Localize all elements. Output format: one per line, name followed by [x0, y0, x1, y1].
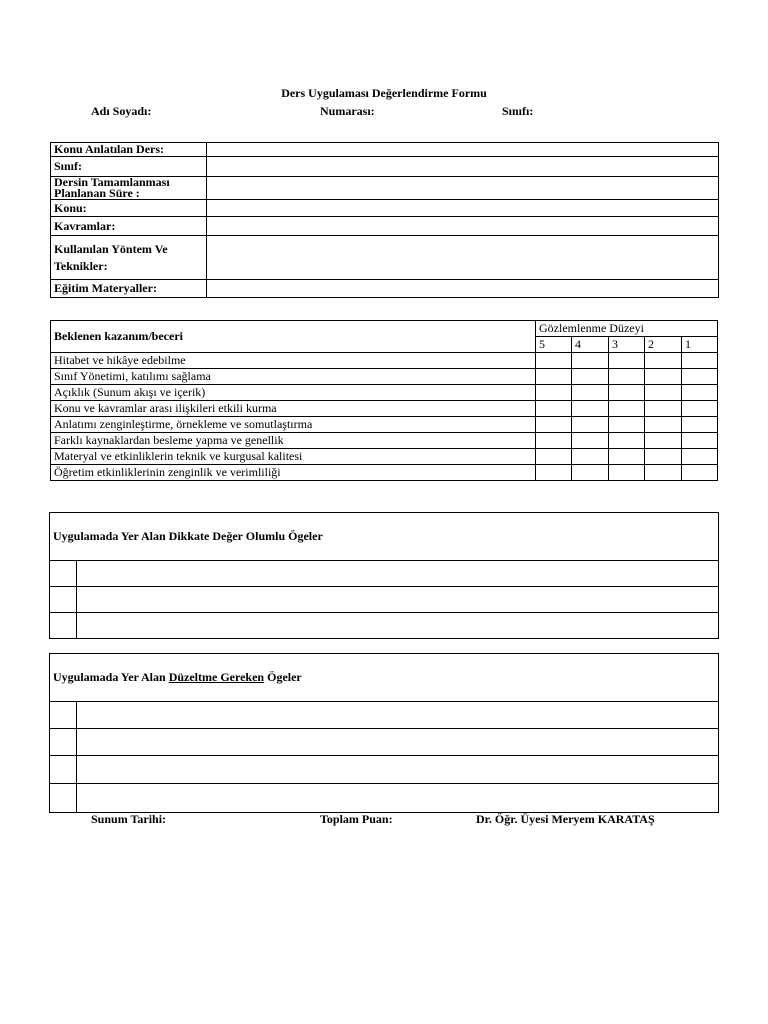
score-cell[interactable]: [536, 353, 572, 369]
info-value-field[interactable]: [207, 143, 719, 157]
table-row: [51, 417, 718, 433]
duration-label-line1: Dersin Tamamlanması: [54, 176, 170, 189]
score-cell[interactable]: [682, 385, 718, 401]
info-label-subject-course: Konu Anlatılan Ders:: [51, 143, 207, 157]
skills-header-label: Beklenen kazanım/beceri: [51, 321, 536, 353]
number-label: Numarası:: [320, 104, 375, 118]
instructor-signature: Dr. Öğr. Üyesi Meryem KARATAŞ: [476, 812, 655, 826]
total-score-label: Toplam Puan:: [320, 812, 393, 826]
info-value-field[interactable]: [207, 200, 719, 217]
skill-item-label: Öğretim etkinliklerinin zenginlik ve verimliliği: [51, 465, 536, 481]
info-label-materials: Eğitim Materyaller:: [51, 280, 207, 298]
score-cell[interactable]: [645, 353, 682, 369]
skill-item-label: Konu ve kavramlar arası ilişkileri etkili kurma: [51, 401, 536, 417]
item-number-cell: [50, 613, 77, 638]
item-number-cell: [50, 587, 77, 613]
methods-label-line2: Teknikler:: [54, 258, 108, 273]
item-number-cell: [50, 784, 77, 812]
score-cell[interactable]: [609, 417, 645, 433]
score-cell[interactable]: [645, 369, 682, 385]
presentation-date-label: Sunum Tarihi:: [91, 812, 167, 826]
skill-item-label: Sınıf Yönetimi, katılımı sağlama: [51, 369, 536, 385]
info-value-field[interactable]: [207, 236, 719, 280]
score-cell[interactable]: [682, 417, 718, 433]
score-cell[interactable]: [536, 433, 572, 449]
table-row: [51, 177, 719, 200]
score-cell[interactable]: [645, 417, 682, 433]
score-cell[interactable]: [682, 449, 718, 465]
score-cell[interactable]: [609, 353, 645, 369]
info-label-planned-duration: [51, 177, 207, 200]
list-item[interactable]: [50, 701, 718, 729]
info-label-class: Sınıf:: [51, 157, 207, 177]
info-value-field[interactable]: [207, 177, 719, 200]
table-row: [51, 465, 718, 481]
list-item[interactable]: [50, 755, 718, 784]
positive-items-box: [49, 512, 719, 639]
table-row: [51, 401, 718, 417]
score-cell[interactable]: [645, 433, 682, 449]
course-info-table: [50, 142, 719, 298]
score-cell[interactable]: [536, 385, 572, 401]
table-row: [51, 236, 719, 280]
score-cell[interactable]: [609, 369, 645, 385]
score-cell[interactable]: [572, 369, 609, 385]
scale-level-5: 5: [536, 337, 572, 353]
info-value-field[interactable]: [207, 280, 719, 298]
score-cell[interactable]: [682, 433, 718, 449]
score-cell[interactable]: [682, 465, 718, 481]
table-row: [51, 280, 719, 298]
positive-items-title: [50, 513, 718, 561]
correction-title-suffix: Ögeler: [264, 670, 302, 684]
score-cell[interactable]: [609, 433, 645, 449]
positive-items-title-text: Uygulamada Yer Alan Dikkate Değer Olumlu Ögeler: [53, 529, 323, 543]
skill-item-label: Hitabet ve hikâye edebilme: [51, 353, 536, 369]
score-cell[interactable]: [682, 353, 718, 369]
score-cell[interactable]: [609, 401, 645, 417]
list-item[interactable]: [50, 612, 718, 638]
score-cell[interactable]: [645, 449, 682, 465]
table-row: [51, 433, 718, 449]
correction-items-title: [50, 654, 718, 702]
score-cell[interactable]: [572, 465, 609, 481]
score-cell[interactable]: [645, 401, 682, 417]
info-value-field[interactable]: [207, 157, 719, 177]
skill-item-label: Materyal ve etkinliklerin teknik ve kurgusal kalitesi: [51, 449, 536, 465]
table-row: [51, 157, 719, 177]
list-item[interactable]: [50, 783, 718, 812]
score-cell[interactable]: [536, 369, 572, 385]
score-cell[interactable]: [536, 449, 572, 465]
table-row: [51, 353, 718, 369]
scale-level-4: 4: [572, 337, 609, 353]
info-value-field[interactable]: [207, 217, 719, 236]
skill-item-label: Anlatımı zenginleştirme, örnekleme ve somutlaştırma: [51, 417, 536, 433]
score-cell[interactable]: [536, 417, 572, 433]
score-cell[interactable]: [572, 433, 609, 449]
table-row: [51, 385, 718, 401]
info-label-topic: Konu:: [51, 200, 207, 217]
skill-item-label: Açıklık (Sunum akışı ve içerik): [51, 385, 536, 401]
score-cell[interactable]: [609, 465, 645, 481]
score-cell[interactable]: [572, 385, 609, 401]
table-row: [51, 449, 718, 465]
score-cell[interactable]: [682, 401, 718, 417]
correction-title-prefix: Uygulamada Yer Alan: [53, 670, 169, 684]
item-number-cell: [50, 702, 77, 729]
score-cell[interactable]: [572, 417, 609, 433]
table-header-row: [51, 321, 718, 337]
correction-title-underlined: Düzeltme Gereken: [168, 670, 265, 684]
score-cell[interactable]: [572, 401, 609, 417]
score-cell[interactable]: [572, 353, 609, 369]
table-row: [51, 369, 718, 385]
class-label: Sınıfı:: [502, 104, 534, 118]
skill-item-label: Farklı kaynaklardan besleme yapma ve genellik: [51, 433, 536, 449]
info-label-methods: [51, 236, 207, 280]
item-number-cell: [50, 729, 77, 756]
list-item[interactable]: [50, 560, 718, 587]
score-cell[interactable]: [572, 449, 609, 465]
item-number-cell: [50, 561, 77, 587]
duration-label-line2: Planlanan Süre :: [54, 186, 140, 200]
scale-level-3: 3: [609, 337, 645, 353]
form-title: Ders Uygulaması Değerlendirme Formu: [281, 86, 487, 100]
score-cell[interactable]: [645, 385, 682, 401]
list-item[interactable]: [50, 586, 718, 613]
score-cell[interactable]: [645, 465, 682, 481]
scale-title: Gözlemlenme Düzeyi: [536, 321, 718, 337]
correction-items-box: [49, 653, 719, 813]
name-label: Adı Soyadı:: [91, 104, 152, 118]
methods-label-line1: Kullanılan Yöntem Ve: [54, 241, 168, 256]
score-cell[interactable]: [536, 401, 572, 417]
info-label-concepts: Kavramlar:: [51, 217, 207, 236]
list-item[interactable]: [50, 728, 718, 756]
scale-level-1: 1: [682, 337, 718, 353]
skills-evaluation-table: [50, 320, 718, 481]
table-row: [51, 217, 719, 236]
score-cell[interactable]: [682, 369, 718, 385]
scale-level-2: 2: [645, 337, 682, 353]
score-cell[interactable]: [536, 465, 572, 481]
score-cell[interactable]: [609, 385, 645, 401]
score-cell[interactable]: [609, 449, 645, 465]
table-row: [51, 200, 719, 217]
item-number-cell: [50, 756, 77, 784]
table-row: [51, 143, 719, 157]
